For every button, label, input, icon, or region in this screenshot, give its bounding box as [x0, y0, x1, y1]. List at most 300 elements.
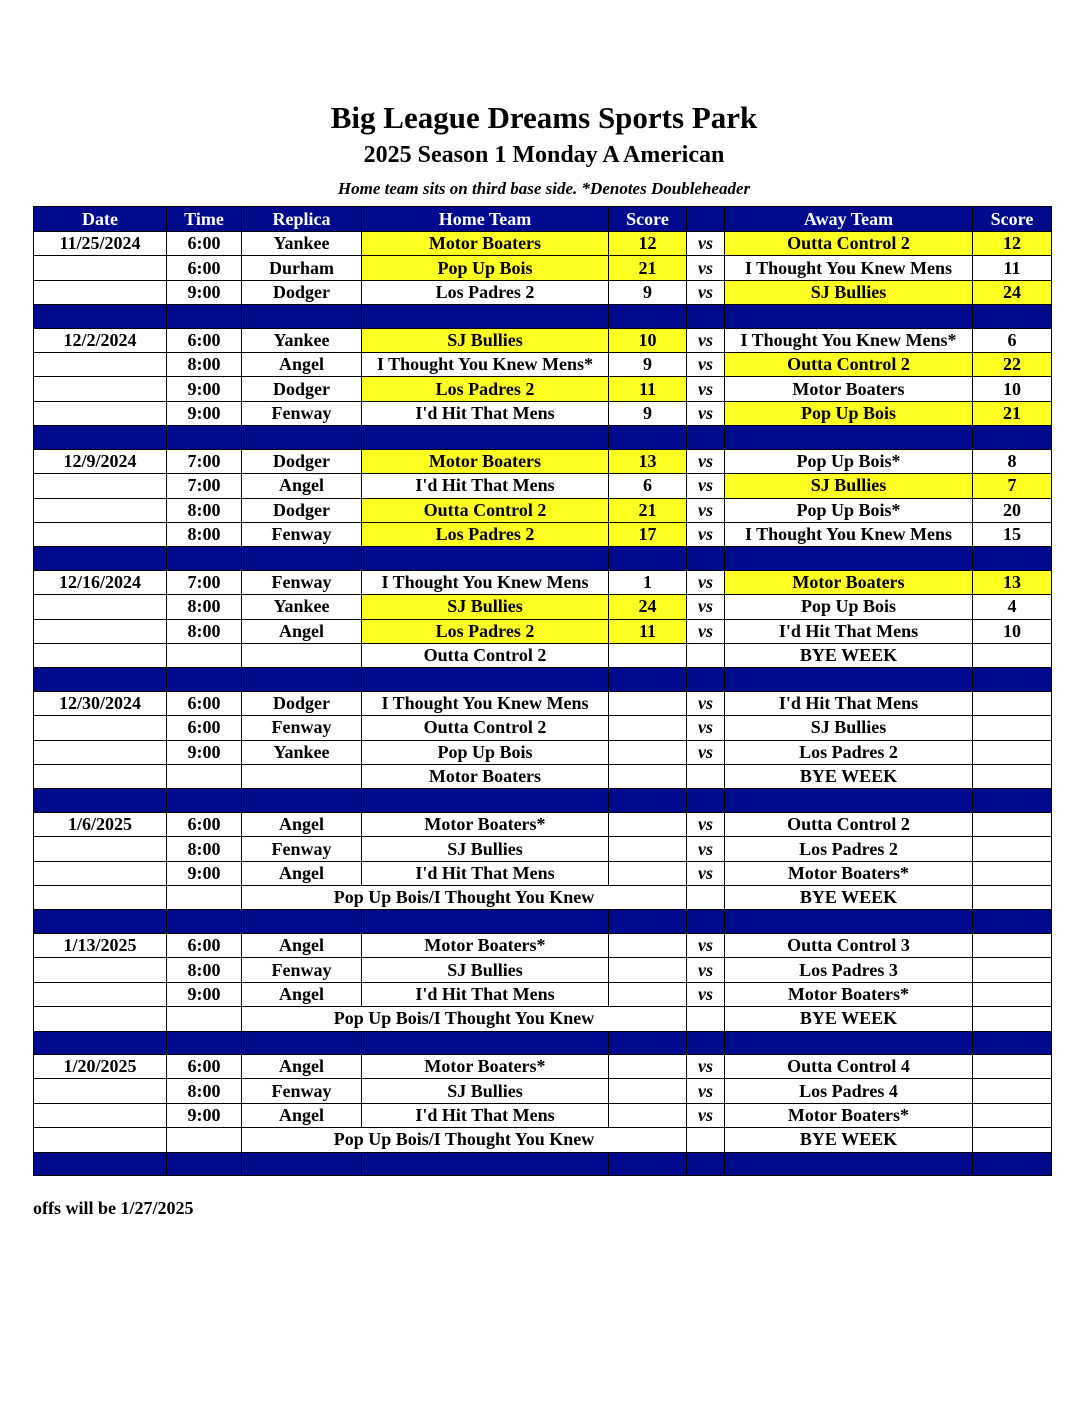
- cell-date: [34, 353, 167, 377]
- cell-replica: Dodger: [242, 449, 362, 473]
- schedule-body: [34, 232, 1052, 1176]
- week-separator-row: [34, 305, 1052, 329]
- cell-away-score: 4: [973, 595, 1052, 619]
- cell-away-team: I Thought You Knew Mens: [725, 522, 973, 546]
- separator-cell: [34, 305, 167, 329]
- cell-away-score: [973, 861, 1052, 885]
- separator-cell: [725, 668, 973, 692]
- table-row: [34, 812, 1052, 836]
- cell-away-team: Motor Boaters*: [725, 1103, 973, 1127]
- separator-cell: [687, 426, 725, 450]
- separator-cell: [167, 789, 242, 813]
- separator-cell: [973, 547, 1052, 571]
- cell-vs: vs: [687, 837, 725, 861]
- cell-replica: Yankee: [242, 232, 362, 256]
- schedule-table: [33, 206, 1052, 1176]
- table-row: [34, 643, 1052, 667]
- col-header-away-team: Away Team: [725, 207, 973, 232]
- cell-replica: Angel: [242, 474, 362, 498]
- cell-away-score: [973, 982, 1052, 1006]
- cell-vs: vs: [687, 958, 725, 982]
- separator-cell: [687, 1031, 725, 1055]
- cell-home-score: 13: [609, 449, 687, 473]
- separator-cell: [725, 426, 973, 450]
- week-separator-row: [34, 547, 1052, 571]
- cell-home-score: [609, 765, 687, 789]
- separator-cell: [609, 547, 687, 571]
- cell-away-team: Pop Up Bois: [725, 595, 973, 619]
- separator-cell: [973, 1152, 1052, 1176]
- cell-away-score: [973, 1079, 1052, 1103]
- table-row: [34, 933, 1052, 957]
- cell-time: 9:00: [167, 377, 242, 401]
- cell-home-team: Outta Control 2: [362, 643, 609, 667]
- cell-date: [34, 716, 167, 740]
- cell-time: 8:00: [167, 837, 242, 861]
- cell-time: 9:00: [167, 280, 242, 304]
- cell-vs: vs: [687, 716, 725, 740]
- separator-cell: [242, 910, 362, 934]
- separator-cell: [34, 1031, 167, 1055]
- cell-away-score: 6: [973, 328, 1052, 352]
- cell-home-score: [609, 1055, 687, 1079]
- cell-away-team: Motor Boaters: [725, 377, 973, 401]
- cell-date: [34, 1103, 167, 1127]
- table-row: [34, 280, 1052, 304]
- cell-away-score: 11: [973, 256, 1052, 280]
- cell-away-score: 10: [973, 377, 1052, 401]
- cell-replica: Angel: [242, 812, 362, 836]
- cell-home-team: Pop Up Bois/I Thought You Knew: [242, 1007, 687, 1031]
- separator-cell: [362, 426, 609, 450]
- separator-cell: [687, 1152, 725, 1176]
- cell-away-score: 20: [973, 498, 1052, 522]
- separator-cell: [167, 547, 242, 571]
- table-row: [34, 619, 1052, 643]
- cell-vs: vs: [687, 353, 725, 377]
- cell-home-team: I'd Hit That Mens: [362, 982, 609, 1006]
- separator-cell: [725, 1152, 973, 1176]
- table-row: [34, 958, 1052, 982]
- cell-away-team: Motor Boaters: [725, 570, 973, 594]
- cell-date: 12/9/2024: [34, 449, 167, 473]
- table-row: [34, 861, 1052, 885]
- cell-home-score: 1: [609, 570, 687, 594]
- separator-cell: [167, 1152, 242, 1176]
- cell-replica: Angel: [242, 933, 362, 957]
- col-header-home-team: Home Team: [362, 207, 609, 232]
- cell-away-team: Outta Control 4: [725, 1055, 973, 1079]
- separator-cell: [609, 1152, 687, 1176]
- cell-date: [34, 377, 167, 401]
- cell-replica: Durham: [242, 256, 362, 280]
- cell-time: 8:00: [167, 353, 242, 377]
- separator-cell: [725, 789, 973, 813]
- table-row: [34, 401, 1052, 425]
- col-header-away-score: Score: [973, 207, 1052, 232]
- cell-home-score: 9: [609, 353, 687, 377]
- cell-replica: Fenway: [242, 1079, 362, 1103]
- separator-cell: [687, 789, 725, 813]
- cell-home-score: [609, 740, 687, 764]
- table-row: [34, 256, 1052, 280]
- separator-cell: [242, 547, 362, 571]
- cell-replica: Dodger: [242, 377, 362, 401]
- separator-cell: [973, 426, 1052, 450]
- separator-cell: [362, 668, 609, 692]
- cell-away-team: Los Padres 2: [725, 837, 973, 861]
- cell-away-team: SJ Bullies: [725, 474, 973, 498]
- separator-cell: [242, 789, 362, 813]
- cell-vs: [687, 1128, 725, 1152]
- col-header-vs: [687, 207, 725, 232]
- cell-away-score: [973, 1128, 1052, 1152]
- cell-time: 8:00: [167, 1079, 242, 1103]
- cell-home-team: Outta Control 2: [362, 498, 609, 522]
- cell-away-team: BYE WEEK: [725, 643, 973, 667]
- cell-away-team: Los Padres 2: [725, 740, 973, 764]
- cell-away-team: BYE WEEK: [725, 1007, 973, 1031]
- cell-vs: vs: [687, 498, 725, 522]
- cell-away-team: BYE WEEK: [725, 765, 973, 789]
- cell-home-team: Motor Boaters: [362, 765, 609, 789]
- cell-home-score: [609, 691, 687, 715]
- separator-cell: [242, 426, 362, 450]
- separator-cell: [609, 426, 687, 450]
- table-row: [34, 837, 1052, 861]
- cell-home-team: Los Padres 2: [362, 619, 609, 643]
- cell-vs: vs: [687, 619, 725, 643]
- cell-time: 9:00: [167, 861, 242, 885]
- cell-home-team: Motor Boaters*: [362, 933, 609, 957]
- cell-replica: [242, 643, 362, 667]
- cell-home-team: Los Padres 2: [362, 522, 609, 546]
- cell-vs: vs: [687, 377, 725, 401]
- separator-cell: [34, 910, 167, 934]
- table-row: [34, 328, 1052, 352]
- cell-replica: [242, 765, 362, 789]
- cell-home-score: [609, 837, 687, 861]
- cell-time: 7:00: [167, 449, 242, 473]
- separator-cell: [687, 547, 725, 571]
- separator-cell: [242, 1031, 362, 1055]
- separator-cell: [609, 910, 687, 934]
- cell-home-team: I'd Hit That Mens: [362, 1103, 609, 1127]
- separator-cell: [167, 910, 242, 934]
- cell-away-score: 13: [973, 570, 1052, 594]
- cell-vs: vs: [687, 740, 725, 764]
- cell-time: 7:00: [167, 474, 242, 498]
- cell-date: 12/2/2024: [34, 328, 167, 352]
- cell-away-score: [973, 837, 1052, 861]
- cell-away-score: [973, 765, 1052, 789]
- cell-away-score: 15: [973, 522, 1052, 546]
- cell-time: 6:00: [167, 691, 242, 715]
- cell-home-score: 24: [609, 595, 687, 619]
- cell-away-score: [973, 933, 1052, 957]
- cell-time: 7:00: [167, 570, 242, 594]
- cell-date: [34, 1007, 167, 1031]
- cell-away-team: BYE WEEK: [725, 886, 973, 910]
- col-header-date: Date: [34, 207, 167, 232]
- separator-cell: [34, 1152, 167, 1176]
- table-row: [34, 595, 1052, 619]
- separator-cell: [725, 910, 973, 934]
- cell-away-team: Outta Control 2: [725, 232, 973, 256]
- cell-away-team: Outta Control 2: [725, 812, 973, 836]
- cell-away-team: Los Padres 3: [725, 958, 973, 982]
- week-separator-row: [34, 1031, 1052, 1055]
- cell-home-team: Los Padres 2: [362, 280, 609, 304]
- cell-vs: vs: [687, 232, 725, 256]
- cell-time: [167, 765, 242, 789]
- cell-vs: [687, 643, 725, 667]
- cell-time: 6:00: [167, 716, 242, 740]
- cell-date: [34, 837, 167, 861]
- cell-replica: Angel: [242, 861, 362, 885]
- cell-time: 6:00: [167, 232, 242, 256]
- cell-vs: vs: [687, 522, 725, 546]
- cell-away-score: 24: [973, 280, 1052, 304]
- col-header-replica: Replica: [242, 207, 362, 232]
- cell-time: 8:00: [167, 498, 242, 522]
- cell-vs: [687, 765, 725, 789]
- separator-cell: [725, 305, 973, 329]
- cell-away-score: [973, 1007, 1052, 1031]
- cell-date: [34, 1079, 167, 1103]
- cell-replica: Angel: [242, 353, 362, 377]
- cell-home-score: 6: [609, 474, 687, 498]
- cell-time: 8:00: [167, 619, 242, 643]
- cell-time: 6:00: [167, 328, 242, 352]
- col-header-home-score: Score: [609, 207, 687, 232]
- cell-date: [34, 619, 167, 643]
- cell-date: 12/16/2024: [34, 570, 167, 594]
- cell-away-score: [973, 691, 1052, 715]
- cell-time: 6:00: [167, 1055, 242, 1079]
- table-row: [34, 716, 1052, 740]
- table-row: [34, 232, 1052, 256]
- cell-home-score: [609, 1079, 687, 1103]
- cell-date: 11/25/2024: [34, 232, 167, 256]
- separator-cell: [362, 1152, 609, 1176]
- cell-date: [34, 595, 167, 619]
- cell-date: [34, 498, 167, 522]
- separator-cell: [687, 910, 725, 934]
- cell-away-team: SJ Bullies: [725, 716, 973, 740]
- cell-vs: vs: [687, 256, 725, 280]
- cell-away-team: Outta Control 3: [725, 933, 973, 957]
- cell-home-team: Outta Control 2: [362, 716, 609, 740]
- week-separator-row: [34, 910, 1052, 934]
- table-row: [34, 522, 1052, 546]
- cell-time: 9:00: [167, 1103, 242, 1127]
- cell-replica: Fenway: [242, 522, 362, 546]
- schedule-note: Home team sits on third base side. *Denotes Doubleheader: [337, 179, 751, 198]
- cell-date: [34, 1128, 167, 1152]
- cell-vs: vs: [687, 1055, 725, 1079]
- cell-home-score: 11: [609, 377, 687, 401]
- cell-home-team: Motor Boaters*: [362, 812, 609, 836]
- cell-vs: vs: [687, 812, 725, 836]
- cell-home-team: SJ Bullies: [362, 837, 609, 861]
- cell-away-score: 10: [973, 619, 1052, 643]
- separator-cell: [34, 426, 167, 450]
- separator-cell: [362, 305, 609, 329]
- table-row: [34, 377, 1052, 401]
- cell-vs: vs: [687, 933, 725, 957]
- separator-cell: [609, 305, 687, 329]
- cell-away-team: Outta Control 2: [725, 353, 973, 377]
- cell-away-team: I'd Hit That Mens: [725, 619, 973, 643]
- cell-home-team: Los Padres 2: [362, 377, 609, 401]
- page-title: Big League Dreams Sports Park: [330, 100, 758, 135]
- cell-away-team: Los Padres 4: [725, 1079, 973, 1103]
- separator-cell: [167, 305, 242, 329]
- separator-cell: [242, 305, 362, 329]
- table-row: [34, 765, 1052, 789]
- cell-away-team: Pop Up Bois*: [725, 498, 973, 522]
- cell-home-team: Pop Up Bois/I Thought You Knew: [242, 1128, 687, 1152]
- cell-replica: Fenway: [242, 401, 362, 425]
- separator-cell: [362, 547, 609, 571]
- table-row: [34, 353, 1052, 377]
- cell-vs: [687, 886, 725, 910]
- separator-cell: [167, 1031, 242, 1055]
- separator-cell: [687, 305, 725, 329]
- cell-home-score: 21: [609, 256, 687, 280]
- table-row: [34, 498, 1052, 522]
- week-separator-row: [34, 1152, 1052, 1176]
- cell-home-team: I'd Hit That Mens: [362, 861, 609, 885]
- week-separator-row: [34, 668, 1052, 692]
- cell-vs: vs: [687, 328, 725, 352]
- cell-home-score: 9: [609, 401, 687, 425]
- separator-cell: [725, 1031, 973, 1055]
- cell-home-team: Pop Up Bois/I Thought You Knew: [242, 886, 687, 910]
- cell-vs: vs: [687, 595, 725, 619]
- cell-date: [34, 256, 167, 280]
- cell-away-team: I Thought You Knew Mens: [725, 256, 973, 280]
- cell-time: [167, 643, 242, 667]
- cell-home-score: [609, 982, 687, 1006]
- separator-cell: [34, 789, 167, 813]
- cell-away-team: Motor Boaters*: [725, 861, 973, 885]
- cell-vs: vs: [687, 280, 725, 304]
- cell-replica: Yankee: [242, 740, 362, 764]
- cell-replica: Dodger: [242, 498, 362, 522]
- cell-home-score: 12: [609, 232, 687, 256]
- cell-home-score: 17: [609, 522, 687, 546]
- cell-home-score: 21: [609, 498, 687, 522]
- page-subtitle: 2025 Season 1 Monday A American: [363, 142, 725, 168]
- separator-cell: [34, 668, 167, 692]
- cell-vs: vs: [687, 1079, 725, 1103]
- cell-away-score: [973, 716, 1052, 740]
- cell-date: [34, 886, 167, 910]
- cell-vs: vs: [687, 474, 725, 498]
- table-row: [34, 982, 1052, 1006]
- cell-away-score: [973, 886, 1052, 910]
- cell-home-team: SJ Bullies: [362, 1079, 609, 1103]
- separator-cell: [973, 910, 1052, 934]
- cell-date: [34, 982, 167, 1006]
- cell-vs: vs: [687, 570, 725, 594]
- cell-date: [34, 401, 167, 425]
- cell-time: 9:00: [167, 740, 242, 764]
- cell-date: [34, 740, 167, 764]
- cell-away-team: Pop Up Bois: [725, 401, 973, 425]
- cell-time: [167, 886, 242, 910]
- cell-home-team: Motor Boaters: [362, 232, 609, 256]
- cell-home-team: SJ Bullies: [362, 328, 609, 352]
- cell-vs: vs: [687, 449, 725, 473]
- cell-vs: vs: [687, 861, 725, 885]
- cell-date: [34, 643, 167, 667]
- cell-away-score: [973, 1103, 1052, 1127]
- separator-cell: [242, 1152, 362, 1176]
- separator-cell: [687, 668, 725, 692]
- cell-replica: Fenway: [242, 716, 362, 740]
- cell-away-team: Motor Boaters*: [725, 982, 973, 1006]
- table-row: [34, 449, 1052, 473]
- cell-home-score: [609, 861, 687, 885]
- cell-home-team: Pop Up Bois: [362, 740, 609, 764]
- cell-replica: Angel: [242, 1103, 362, 1127]
- cell-time: [167, 1128, 242, 1152]
- separator-cell: [34, 547, 167, 571]
- separator-cell: [242, 668, 362, 692]
- table-row: [34, 1128, 1052, 1152]
- cell-home-team: I'd Hit That Mens: [362, 474, 609, 498]
- separator-cell: [725, 547, 973, 571]
- separator-cell: [362, 1031, 609, 1055]
- cell-vs: vs: [687, 691, 725, 715]
- table-row: [34, 1079, 1052, 1103]
- cell-home-team: I Thought You Knew Mens: [362, 570, 609, 594]
- table-header-row: [34, 207, 1052, 232]
- cell-away-score: [973, 643, 1052, 667]
- separator-cell: [973, 1031, 1052, 1055]
- cell-replica: Angel: [242, 619, 362, 643]
- separator-cell: [973, 305, 1052, 329]
- cell-home-score: 9: [609, 280, 687, 304]
- cell-time: [167, 1007, 242, 1031]
- cell-home-team: Motor Boaters: [362, 449, 609, 473]
- cell-home-score: [609, 643, 687, 667]
- separator-cell: [973, 668, 1052, 692]
- cell-time: 6:00: [167, 256, 242, 280]
- separator-cell: [973, 789, 1052, 813]
- cell-away-score: [973, 740, 1052, 764]
- cell-date: [34, 765, 167, 789]
- separator-cell: [609, 668, 687, 692]
- cell-home-team: Pop Up Bois: [362, 256, 609, 280]
- cell-replica: Fenway: [242, 837, 362, 861]
- table-row: [34, 474, 1052, 498]
- separator-cell: [362, 910, 609, 934]
- cell-replica: Dodger: [242, 691, 362, 715]
- cell-time: 8:00: [167, 958, 242, 982]
- cell-home-score: 10: [609, 328, 687, 352]
- cell-home-team: SJ Bullies: [362, 595, 609, 619]
- cell-time: 6:00: [167, 812, 242, 836]
- cell-home-team: SJ Bullies: [362, 958, 609, 982]
- cell-away-team: I'd Hit That Mens: [725, 691, 973, 715]
- separator-cell: [167, 668, 242, 692]
- table-row: [34, 886, 1052, 910]
- cell-home-score: [609, 812, 687, 836]
